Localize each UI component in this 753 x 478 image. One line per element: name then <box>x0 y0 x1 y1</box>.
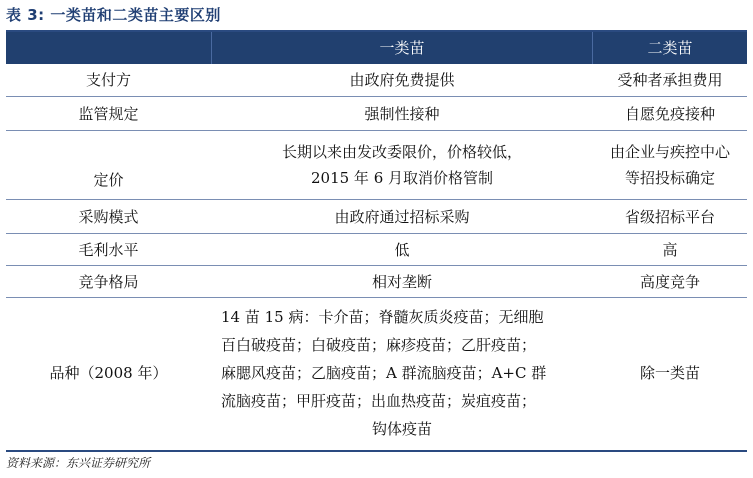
comparison-table <box>6 30 747 452</box>
row-label: 支付方 <box>85 71 131 89</box>
type2-text: 等招投标确定 <box>624 169 715 187</box>
type1-cell <box>211 97 593 130</box>
type1-cell <box>211 64 593 96</box>
type2-text: 除一类苗 <box>639 364 700 382</box>
type2-text: 由企业与疾控中心 <box>609 143 730 161</box>
type1-cell <box>211 131 593 199</box>
row-label: 定价 <box>93 171 124 189</box>
type2-cell <box>593 266 747 297</box>
header-type1: 一类苗 <box>211 32 593 64</box>
type1-text: 2015 年 6 月取消价格管制 <box>310 169 494 187</box>
table-row <box>6 64 747 97</box>
type1-cell <box>211 234 593 265</box>
table-row <box>6 266 747 298</box>
type1-text: 低 <box>394 240 410 259</box>
type1-text: 14 苗 15 病：卡介苗；脊髓灰质炎疫苗；无细胞 <box>221 308 544 326</box>
table-row <box>6 234 747 266</box>
table-row <box>6 200 747 234</box>
type1-text: 强制性接种 <box>364 104 440 123</box>
type2-cell <box>593 131 747 199</box>
type2-cell <box>593 97 747 130</box>
table-row <box>6 97 747 131</box>
type1-text: 钩体疫苗 <box>371 420 432 438</box>
source-note: 资料来源：东兴证券研究所 <box>6 456 151 470</box>
row-label: 竞争格局 <box>78 272 139 291</box>
table-header-row <box>6 32 747 64</box>
type1-cell <box>211 200 593 233</box>
type1-text: 由政府免费提供 <box>349 71 455 89</box>
table-row <box>6 298 747 448</box>
type1-text: 长期以来由发改委限价，价格较低， <box>281 143 522 161</box>
type1-text: 百白破疫苗；白破疫苗；麻疹疫苗；乙肝疫苗； <box>221 336 537 354</box>
type2-cell <box>593 64 747 96</box>
type2-text: 自愿免疫接种 <box>624 104 715 123</box>
row-label: 监管规定 <box>78 104 139 123</box>
type1-text: 相对垄断 <box>371 272 432 291</box>
type2-cell <box>593 234 747 265</box>
type2-cell <box>593 298 747 448</box>
row-label: 毛利水平 <box>78 240 139 259</box>
type1-text: 由政府通过招标采购 <box>334 207 470 226</box>
table-row <box>6 131 747 200</box>
type2-text: 受种者承担费用 <box>617 71 723 89</box>
type2-text: 省级招标平台 <box>624 207 715 226</box>
type2-cell <box>593 200 747 233</box>
row-label: 采购模式 <box>78 207 139 226</box>
row-label: 品种（2008 年） <box>49 364 168 382</box>
type1-cell <box>211 298 593 448</box>
type1-text: 麻腮风疫苗；乙脑疫苗；A 群流脑疫苗；A+C 群 <box>221 364 547 382</box>
table-title: 表 3: 一类苗和二类苗主要区别 <box>6 6 221 24</box>
type1-text: 流脑疫苗；甲肝疫苗；出血热疫苗；炭疽疫苗； <box>221 392 537 410</box>
type2-text: 高 <box>662 240 678 259</box>
header-empty-cell <box>6 32 211 64</box>
type1-cell <box>211 266 593 297</box>
header-type2: 二类苗 <box>647 39 693 57</box>
type2-text: 高度竞争 <box>639 272 700 291</box>
